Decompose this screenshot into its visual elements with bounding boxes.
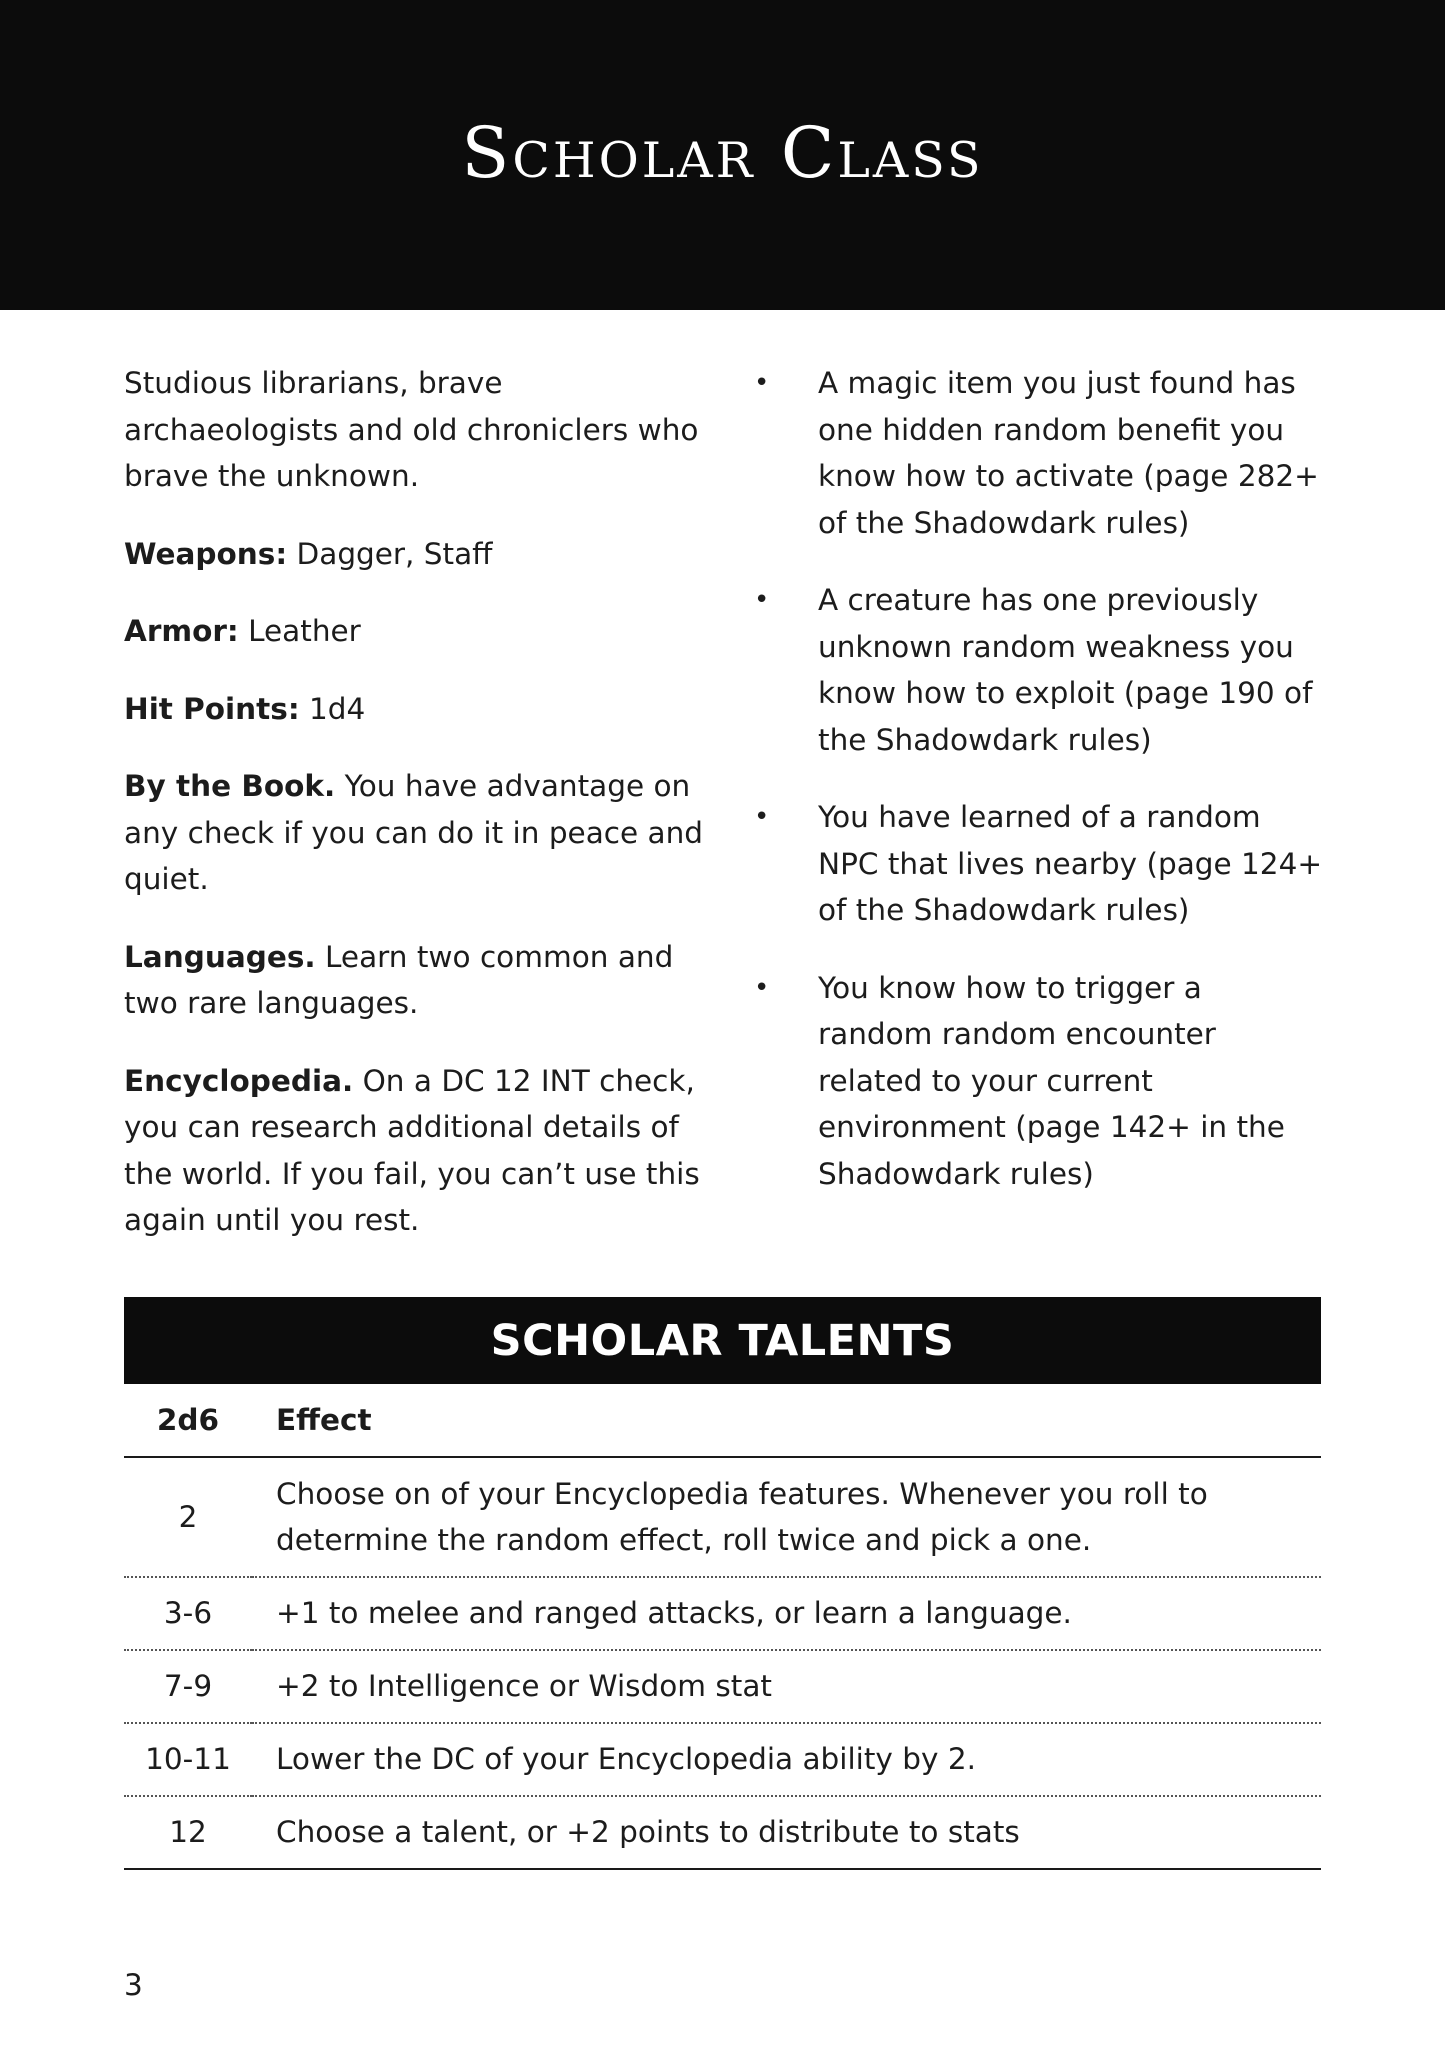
languages-feature xyxy=(124,934,714,1027)
hit-points-line xyxy=(124,686,714,733)
table-row xyxy=(124,1723,1321,1796)
weapons-label: Weapons: xyxy=(124,536,288,571)
talents-heading: SCHOLAR TALENTS xyxy=(490,1315,955,1366)
effect-cell: Choose a talent, or +2 points to distribute to stats xyxy=(252,1796,1321,1869)
encyclopedia-list xyxy=(754,360,1324,1197)
bullet-icon: • xyxy=(754,585,770,615)
table-row xyxy=(124,1457,1321,1577)
list-item xyxy=(754,965,1324,1198)
effect-column-header: Effect xyxy=(252,1384,1321,1457)
talents-section xyxy=(124,1297,1321,1870)
effect-cell: Choose on of your Encyclopedia features. Whenever you roll to determine the random effect, roll twice and pick a one. xyxy=(252,1457,1321,1577)
right-column xyxy=(754,360,1324,1228)
encyclopedia-text: On a DC 12 INT check, you can research additional details of the world. If you fail, you can’t use this again until you rest. xyxy=(124,1063,700,1237)
by-the-book-label: By the Book. xyxy=(124,769,336,803)
roll-cell: 12 xyxy=(124,1796,252,1869)
languages-label: Languages. xyxy=(124,939,316,974)
bullet-icon: • xyxy=(754,972,770,1003)
table-row xyxy=(124,1796,1321,1869)
hit-points-label: Hit Points: xyxy=(124,691,300,726)
roll-column-header: 2d6 xyxy=(124,1384,252,1457)
page-number: 3 xyxy=(124,1968,143,2002)
roll-cell: 3-6 xyxy=(124,1577,252,1650)
armor-value: Leather xyxy=(238,614,361,648)
list-item xyxy=(754,794,1324,934)
armor-line xyxy=(124,608,714,655)
table-row xyxy=(124,1650,1321,1723)
languages-text: Learn two common and two rare languages. xyxy=(124,939,674,1020)
title-banner xyxy=(0,0,1445,310)
list-item xyxy=(754,577,1324,763)
armor-label: Armor: xyxy=(124,614,239,648)
by-the-book-feature xyxy=(124,763,714,903)
left-column xyxy=(124,360,714,1275)
list-item xyxy=(754,360,1324,546)
by-the-book-text: You have advantage on any check if you can do it in peace and quiet. xyxy=(124,769,704,896)
effect-cell: +1 to melee and ranged attacks, or learn a language. xyxy=(252,1577,1321,1650)
page-title: Scholar Class xyxy=(461,112,984,194)
class-description xyxy=(124,360,1321,1260)
hit-points-value: 1d4 xyxy=(299,691,366,726)
weapons-value: Dagger, Staff xyxy=(287,536,493,571)
table-row xyxy=(124,1577,1321,1650)
list-item-text: You know how to trigger a random random encounter related to your current environment (page 142+ in the Shadowdark rules) xyxy=(818,970,1285,1191)
talents-heading-bar xyxy=(124,1297,1321,1384)
list-item-text: You have learned of a random NPC that lives nearby (page 124+ of the Shadowdark rules) xyxy=(818,800,1323,927)
roll-cell: 10-11 xyxy=(124,1723,252,1796)
encyclopedia-label: Encyclopedia. xyxy=(124,1063,354,1098)
table-header-row xyxy=(124,1384,1321,1457)
list-item-text: A creature has one previously unknown random weakness you know how to exploit (page 190 of the Shadowdark rules) xyxy=(818,583,1313,757)
class-intro: Studious librarians, brave archaeologists and old chroniclers who brave the unknown. xyxy=(124,366,699,493)
bullet-icon: • xyxy=(754,802,770,832)
roll-cell: 7-9 xyxy=(124,1650,252,1723)
talents-table xyxy=(124,1384,1321,1870)
bullet-icon: • xyxy=(754,368,770,398)
list-item-text: A magic item you just found has one hidden random benefit you know how to activate (page 282+ of the Shadowdark rules) xyxy=(818,366,1319,540)
roll-cell: 2 xyxy=(124,1457,252,1577)
effect-cell: +2 to Intelligence or Wisdom stat xyxy=(252,1650,1321,1723)
encyclopedia-feature xyxy=(124,1058,714,1244)
effect-cell: Lower the DC of your Encyclopedia ability by 2. xyxy=(252,1723,1321,1796)
weapons-line xyxy=(124,531,714,578)
